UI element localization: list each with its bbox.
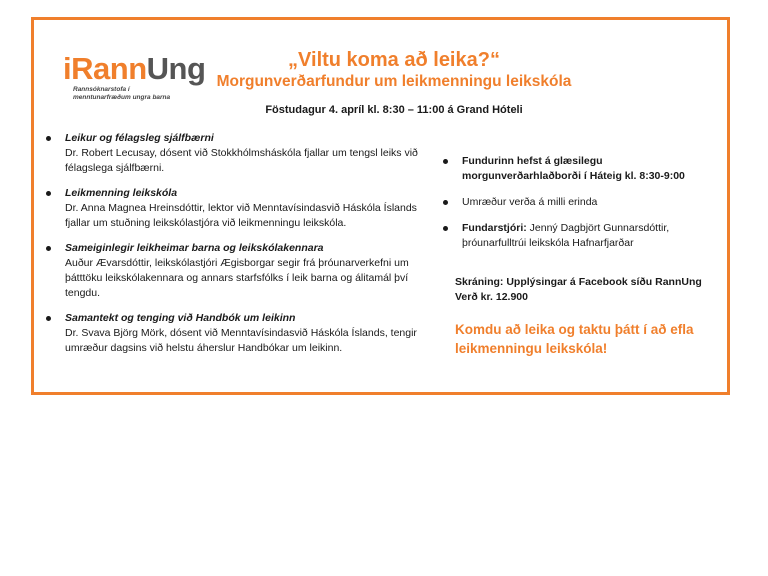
talk-description: Auður Ævarsdóttir, leikskólastjóri Ægisborgar segir frá þróunarverkefni um þátttöku leikskólakennara og annars starfsfólks í leik barna og álitamál því tengdu. (65, 257, 409, 299)
talk-description: Dr. Anna Magnea Hreinsdóttir, lektor við Menntavísindasvið Háskóla Íslands fjallar um stuðning leikskólastjóra við leikmenningu leikskóla. (65, 202, 417, 229)
talk-title: Leikmenning leikskóla (65, 187, 178, 199)
poster-title: „Viltu koma að leika?“ (288, 49, 500, 71)
call-to-action: Komdu að leika og taktu þátt í að efla leikmenningu leikskóla! (455, 322, 694, 356)
bullet-icon (46, 191, 51, 196)
talk-description: Dr. Svava Björg Mörk, dósent við Menntavísindasvið Háskóla Íslands, tengir umræður dagsins við helstu áherslur Handbókar um leikinn. (65, 327, 417, 354)
bullet-icon (443, 159, 448, 164)
talk-title: Sameiginlegir leikheimar barna og leikskólakennara (65, 242, 324, 254)
poster-subtitle: Morgunverðarfundur um leikmenningu leikskóla (216, 73, 572, 90)
bullet-icon (46, 316, 51, 321)
logo-i: i (63, 51, 72, 86)
discussion-text: Umræður verða á milli erinda (462, 196, 598, 208)
event-info-list (441, 154, 711, 262)
info-breakfast (441, 154, 711, 184)
logo-rann: Rann (71, 51, 147, 86)
bullet-icon (46, 246, 51, 251)
talk-item (44, 311, 424, 356)
bullet-icon (443, 200, 448, 205)
talk-item (44, 186, 424, 231)
price-line: Verð kr. 12.900 (455, 291, 528, 303)
info-discussion (441, 195, 711, 210)
logo-subtitle-line-1: Rannsóknarstofa í (73, 86, 130, 93)
logo-ung: Ung (146, 51, 206, 86)
event-date-line: Föstudagur 4. apríl kl. 8:30 – 11:00 á Grand Hóteli (265, 104, 523, 116)
bullet-icon (46, 136, 51, 141)
logo-subtitle-line-2: menntunarfræðum ungra barna (73, 93, 171, 101)
breakfast-text: Fundurinn hefst á glæsilegu morgunverðarhlaðborði í Háteig kl. 8:30-9:00 (462, 155, 685, 182)
talk-description: Dr. Robert Lecusay, dósent við Stokkhólmsháskóla fjallar um tengsl leiks við félagslega sjálfbærni. (65, 147, 418, 174)
talk-item (44, 131, 424, 176)
chair-label: Fundarstjóri: (462, 222, 527, 234)
chair-text: Jenný Dagbjört Gunnarsdóttir, þróunarfulltrúi leikskóla Hafnarfjarðar (462, 222, 670, 249)
bullet-icon (443, 226, 448, 231)
talk-item (44, 241, 424, 301)
registration-info (455, 275, 725, 305)
info-chair (441, 221, 711, 251)
talks-list (44, 131, 424, 366)
registration-line: Skráning: Upplýsingar á Facebook síðu RannUng (455, 276, 702, 288)
talk-title: Leikur og félagsleg sjálfbærni (65, 132, 214, 144)
talk-title: Samantekt og tenging við Handbók um leikinn (65, 312, 296, 324)
event-poster (31, 17, 730, 395)
